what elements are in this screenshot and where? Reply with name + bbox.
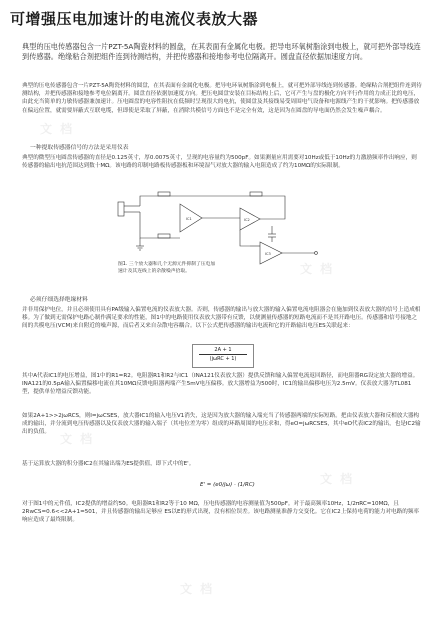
watermark-text: 文 档 xyxy=(40,122,75,136)
paragraph-5: 如果2A+1>>2jωRCS，则I=jωCSES，放大器IC1的输入电压V1消失，这是因为放大器的输入端充当了传感器两端的实际短路。把由仪表放大器和反相放大器构成的输出，并分流到电压传感器以及仪表放大器的输入端子（其电位差为零）组成的环路周围的电压求和，得eO=jωRCSES，其中eO代表IC2的输出，也是IC2输出的负值。 xyxy=(22,413,421,436)
paragraph-1: 典型的压电传感器包含一片PZT-5A陶瓷材料的圆盘，在其表面有金属化电极。把导电环氧树脂涂到电极上，就可把外部导线连到传感器。绝缘粘合剂把组件连到待测结构，并把传感器和接地参考电位隔离开。圆盘直径依据加速度方向。把压电圆盘安装在目标结构上后，它可产生与盘的极化方向平行作用的力成正比的电压，由此充当简单的力敏传感器兼加速计。压电圆盘的电容性阻抗在低频时呈现很大的电抗，使圆盘及其接线易受周围电气设备和电源线产生的干扰影响。把传感器放在偏远位置，就需要屏蔽式互联电缆，但即使是采取了屏蔽，在消除共模信号方面也不是完全有效，这是因为在圆盘的导电面仍然会发生噪声耦合。 xyxy=(22,83,422,114)
watermark-text: 文 档 xyxy=(60,432,95,446)
figure-caption: 图1. 三个放大器和几个无源元件抑制了压电加速计及其连线上的杂散噪声拾取。 xyxy=(118,262,216,274)
paragraph-2: 典型的微型压电圆盘传感器的直径是0.125英寸，厚0.0075英寸，呈现的电容量约为500pF。如果测量应用需要对10Hz或低于10Hz的力激励频率作出响应，则传感器的输出电抗范围达到数十MΩ。该电路的印制电路板传感器板和环境湿气对放大器的输入电阻造成了约为10MΩ的实际限制。 xyxy=(22,155,417,170)
formula-2: E' = (e0/jω) · (1/RC) xyxy=(200,482,255,488)
paragraph-6: 基于运算放大器的积分器IC2在其输出端为ES提供值，即下式中的E'。 xyxy=(22,461,195,467)
formula-1-numerator: 2A + 1 xyxy=(214,347,232,353)
svg-text:IC2: IC2 xyxy=(244,218,250,222)
formula-1 xyxy=(192,344,254,368)
watermark-text: 文 档 xyxy=(300,262,335,276)
paragraph-3: 并非用保护电位，并且必须使用具有PA级输入偏置电流的仪表放大器。否则，传感器的输出与放大器的输入偏置电流电阻器会在施加到仪表放大器的信号上造成相移。为了做到无需保护电路心制作满足要求的性能，图1中的电路使用仪表放大器带有反馈，以便测量传感器的短路电流而不是其开路电压。传感器和信号接地之间的共模电压(VCM)来自附近的噪声源，而后者又来自杂散电容耦合。以下公式把传感器的输出电流和它的开路输出电压ES关联起来： xyxy=(22,307,421,330)
watermark-text: 文 档 xyxy=(320,472,355,486)
subhead-insulation: 必须仔细选择绝缘材料 xyxy=(30,297,88,303)
paragraph-4: 其中A代表IC1的电压增益，图1中的R1=R2。电阻器R1和R2与IC1（INA121仪表放大器）提供反馈和输入偏置电流返回路径，而电阻器RG设定放大器的增益。INA121的0.5pA输入偏置偏移电流在其10MΩ反馈电阻器两端产生5mV电压偏移。放大器增益为500时，IC1的输出偏移电压为2.5mV。仪表放大器为TL081型，提供单位增益反馈功能。 xyxy=(22,373,419,396)
subhead-method: 一种提取传感器信号的方法是采用仪表 xyxy=(30,145,129,151)
svg-text:IC1: IC1 xyxy=(186,217,192,221)
watermark-text: 文 档 xyxy=(180,582,215,596)
svg-text:IC3: IC3 xyxy=(265,252,271,256)
page-title: 可增强压电加速计的电流仪表放大器 xyxy=(10,10,259,28)
formula-1-denominator: (jωRC + 1) xyxy=(209,356,237,362)
intro-paragraph: 典型的压电传感器包含一片PZT-5A陶瓷材料的圆盘，在其表面有金属化电极。把导电环氧树脂涂到电极上，就可把外部导线连到传感器。绝缘粘合剂把组件连到待测结构，并把传感器和接地参考电位隔离开。圆盘直径依据加速度方向。 xyxy=(22,42,421,61)
formula-1-fraction-line xyxy=(199,354,247,355)
paragraph-7: 对于图1中的元件值，IC2提供的增益约50。电阻器R1和R2等于10 MΩ，压电传感器的电容测量值为500pF。对于最高频率10Hz，1/2πRC=10MΩ，且2RwCS=0.6<<2A+1=501，并且传感器的输出足够应 ES以E的形式出现，没有相位误差。该电路测量准静力交变化。它在IC2上保持电荷的能力对电路的频率响应造成了最终限制。 xyxy=(22,501,420,524)
